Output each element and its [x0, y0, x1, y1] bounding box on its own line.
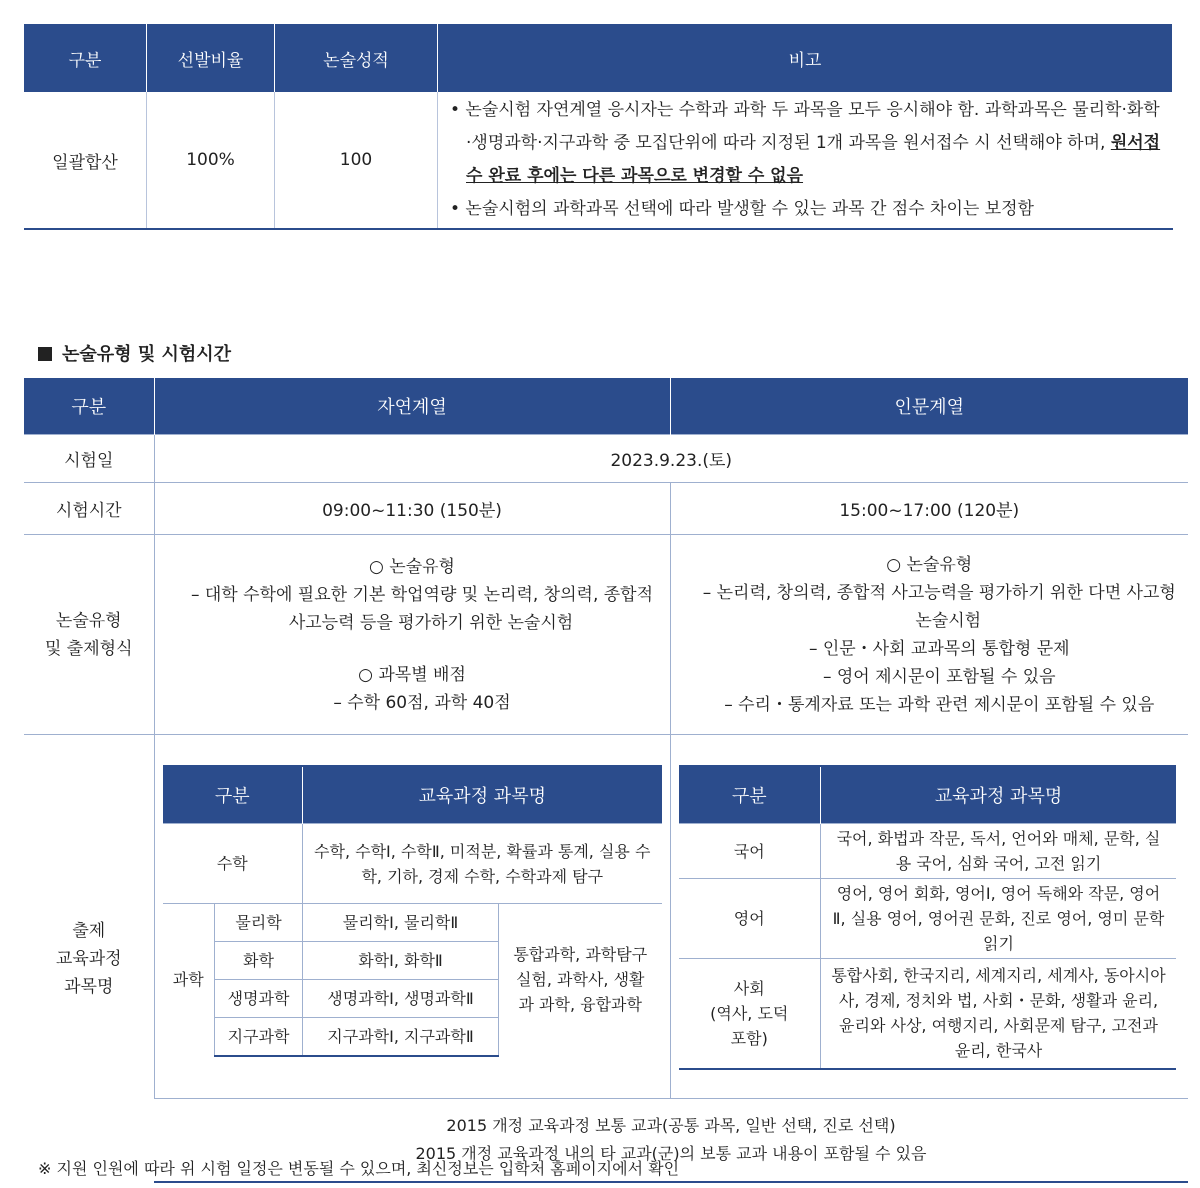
exam-type-label: [24, 535, 154, 735]
social-label: [679, 959, 821, 1069]
korean-label: 국어: [679, 824, 821, 879]
natural-type-heading: ○ 논술유형: [369, 556, 455, 577]
curriculum-row: [24, 735, 1188, 1099]
selection-ratio: 100%: [147, 92, 275, 229]
english-label: 영어: [679, 879, 821, 959]
header-natural: 자연계열: [154, 378, 670, 435]
header-type: 구분: [24, 24, 147, 92]
exam-time-row: [24, 483, 1188, 535]
note-text: • 논술시험 자연계열 응시자는 수학과 과학 두 과목을 모두 응시해야 함. 과학과목은 물리학·화학·생명과학·지구과학 중 모집단위에 따라 지정된 1개 과목을 원서접수 시 선택해야 하며,: [450, 100, 1160, 153]
social-subjects: 통합사회, 한국지리, 세계지리, 세계사, 동아시아사, 경제, 정치와 법, 사회・문화, 생활과 윤리, 윤리와 사상, 여행지리, 사회문제 탐구, 고전과 윤리, 한국사: [821, 959, 1177, 1069]
selection-type: 일괄합산: [24, 92, 147, 229]
english-subjects: 영어, 영어 회화, 영어Ⅰ, 영어 독해와 작문, 영어Ⅱ, 실용 영어, 영어권 문화, 진로 영어, 영미 문학 읽기: [821, 879, 1177, 959]
natural-curriculum-table: [163, 765, 662, 1057]
exam-time-label: 시험시간: [24, 483, 154, 535]
natural-score-heading: ○ 과목별 배점: [358, 664, 466, 685]
common-science-subjects: 통합과학, 과학탐구실험, 과학사, 생활과 과학, 융합과학: [499, 904, 662, 1056]
header-humanities: 인문계열: [670, 378, 1188, 435]
hc-header-subjects: 교육과정 과목명: [821, 766, 1177, 824]
nc-header-subjects: 교육과정 과목명: [303, 766, 662, 824]
natural-type-desc: – 대학 수학에 필요한 기본 학업역량 및 논리력, 창의력, 종합적 사고능력 등을 평가하기 위한 논술시험: [190, 584, 654, 633]
note-emphasis: 원서접수 완료 후에는 다른 과목으로 변경할 수 없음: [466, 133, 1161, 186]
earth-science-label: 지구과학: [215, 1018, 303, 1056]
selection-table-header: [24, 24, 1173, 92]
section-title: [38, 340, 231, 366]
biology-label: 생명과학: [215, 980, 303, 1018]
math-subjects: 수학, 수학Ⅰ, 수학Ⅱ, 미적분, 확률과 통계, 실용 수학, 기하, 경제 수학, 수학과제 탐구: [303, 824, 662, 904]
science-label: 과학: [163, 904, 215, 1056]
header-type: 구분: [24, 378, 154, 435]
label-line: (역사, 도덕: [710, 1003, 789, 1023]
header-note: 비고: [438, 24, 1173, 92]
selection-note: [438, 92, 1173, 229]
nc-header-type: 구분: [163, 766, 303, 824]
square-bullet-icon: [38, 347, 52, 361]
physics-subjects: 물리학Ⅰ, 물리학Ⅱ: [303, 904, 499, 942]
label-line: 과목명: [64, 976, 114, 997]
exam-table-header: [24, 378, 1188, 435]
humanities-type-desc: – 논리력, 창의력, 종합적 사고능력을 평가하기 위한 다면 사고형 논술시험: [702, 582, 1176, 631]
humanities-curriculum-table: [679, 765, 1177, 1070]
header-ratio: 선발비율: [147, 24, 275, 92]
curriculum-label: [24, 735, 154, 1183]
biology-subjects: 생명과학Ⅰ, 생명과학Ⅱ: [303, 980, 499, 1018]
chemistry-subjects: 화학Ⅰ, 화학Ⅱ: [303, 942, 499, 980]
selection-row: [24, 92, 1173, 229]
natural-curriculum: [154, 735, 670, 1099]
note-item-1: [450, 94, 1163, 193]
selection-score: 100: [275, 92, 438, 229]
label-line: 출제: [72, 920, 106, 941]
exam-type-row: [24, 535, 1188, 735]
humanities-type-desc: – 인문・사회 교과목의 통합형 문제: [808, 638, 1070, 659]
exam-table: [24, 378, 1188, 1183]
header-score: 논술성적: [275, 24, 438, 92]
natural-time: 09:00~11:30 (150분): [154, 483, 670, 535]
korean-subjects: 국어, 화법과 작문, 독서, 언어와 매체, 문학, 실용 국어, 심화 국어, 고전 읽기: [821, 824, 1177, 879]
math-label: 수학: [163, 824, 303, 904]
physics-label: 물리학: [215, 904, 303, 942]
humanities-type-desc: – 영어 제시문이 포함될 수 있음: [822, 666, 1056, 687]
humanities-curriculum: [670, 735, 1188, 1099]
exam-date-row: [24, 435, 1188, 483]
section-title-text: 논술유형 및 시험시간: [62, 344, 232, 365]
humanities-type-heading: ○ 논술유형: [886, 554, 973, 575]
selection-table: [24, 24, 1173, 230]
label-line: 논술유형: [55, 610, 122, 631]
label-line: 및 출제형식: [44, 638, 133, 659]
footer-line-2: 2015 개정 교육과정 내의 타 교과(군)의 보통 교과 내용이 포함될 수 있음: [415, 1143, 927, 1163]
footnote: ※ 지원 인원에 따라 위 시험 일정은 변동될 수 있으며, 최신정보는 입학처 홈페이지에서 확인: [38, 1159, 680, 1178]
humanities-type: [670, 535, 1188, 735]
chemistry-label: 화학: [215, 942, 303, 980]
natural-score-desc: – 수학 60점, 과학 40점: [333, 692, 511, 713]
humanities-type-desc: – 수리・통계자료 또는 과학 관련 제시문이 포함될 수 있음: [724, 694, 1155, 715]
earth-science-subjects: 지구과학Ⅰ, 지구과학Ⅱ: [303, 1018, 499, 1056]
exam-date: 2023.9.23.(토): [154, 435, 1188, 483]
label-line: 교육과정: [55, 948, 122, 969]
natural-type: [154, 535, 670, 735]
humanities-time: 15:00~17:00 (120분): [670, 483, 1188, 535]
label-line: 포함): [730, 1028, 768, 1048]
note-item-2: • 논술시험의 과학과목 선택에 따라 발생할 수 있는 과목 간 점수 차이는 보정함: [450, 199, 1034, 219]
label-line: 사회: [733, 978, 765, 998]
footer-line-1: 2015 개정 교육과정 보통 교과(공통 과목, 일반 선택, 진로 선택): [446, 1115, 896, 1135]
hc-header-type: 구분: [679, 766, 821, 824]
exam-date-label: 시험일: [24, 435, 154, 483]
